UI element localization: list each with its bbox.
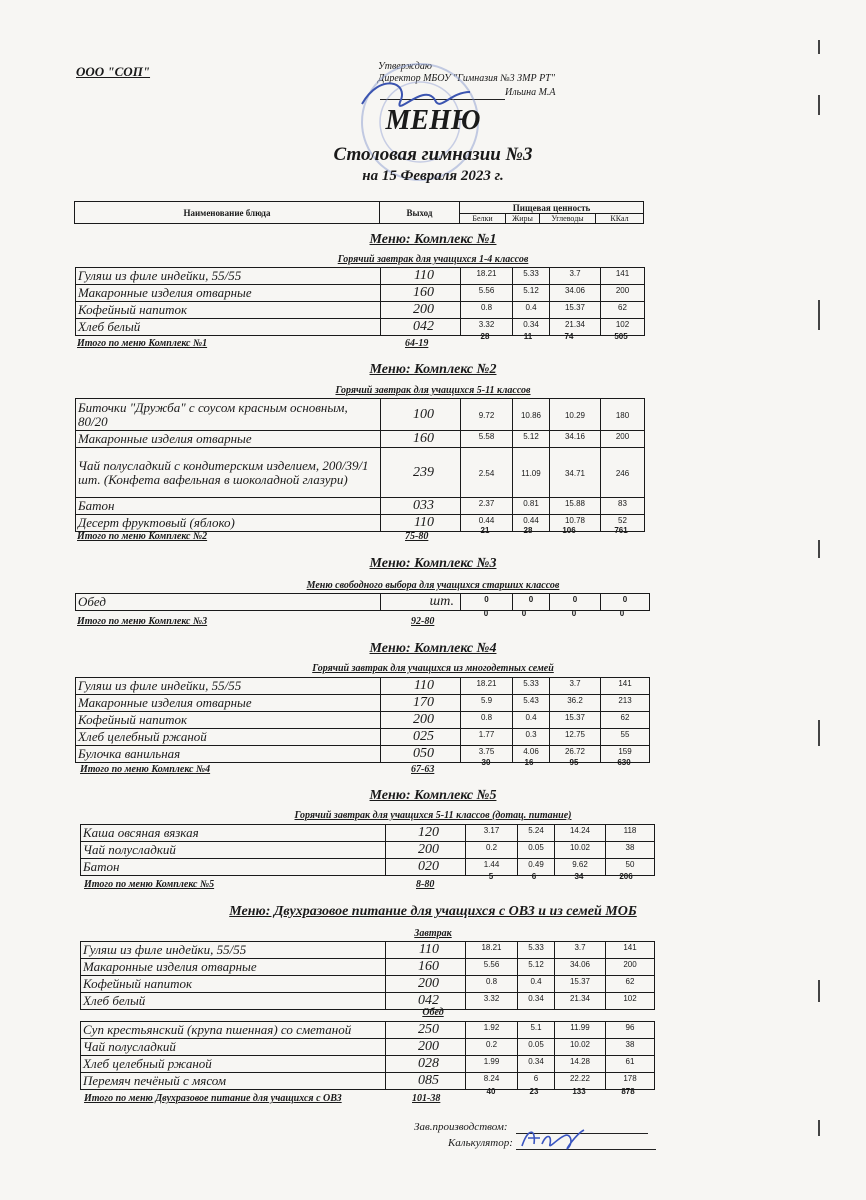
- approval-line1: Утверждаю: [378, 61, 432, 72]
- approval-line2: Директор МБОУ "Гимназия №3 ЗМР РТ": [378, 73, 555, 84]
- total-price: 92-80: [411, 616, 435, 627]
- header-protein: Белки: [460, 214, 506, 224]
- menu-table: [75, 677, 650, 763]
- dish-yield: 200: [386, 842, 466, 859]
- dish-carbs: 14.28: [555, 1056, 606, 1073]
- dish-name: Макаронные изделия отварные: [76, 285, 381, 302]
- total-label: Итого по меню Комплекс №1: [77, 338, 208, 349]
- table-row: [76, 695, 650, 712]
- total-price: 8-80: [416, 879, 435, 890]
- table-row: [81, 1022, 655, 1039]
- dish-name: Суп крестьянский (крупа пшенная) со сметаной: [81, 1022, 386, 1039]
- total-protein: 40: [486, 1087, 496, 1096]
- dish-carbs: 26.72: [550, 746, 601, 763]
- menu-date: на 15 Февраля 2023 г.: [362, 168, 504, 184]
- dish-protein: 0.44: [461, 515, 513, 532]
- dish-yield: 110: [381, 678, 461, 695]
- table-row: [76, 712, 650, 729]
- table-row: [81, 1056, 655, 1073]
- dish-kcal: 62: [601, 712, 650, 729]
- dish-fat: 5.33: [513, 268, 550, 285]
- dish-name: Макаронные изделия отварные: [76, 431, 381, 448]
- dish-yield: 120: [386, 825, 466, 842]
- dish-kcal: 200: [601, 285, 645, 302]
- dish-name: Батон: [81, 859, 386, 876]
- dish-fat: 0.34: [518, 993, 555, 1010]
- table-row: [81, 976, 655, 993]
- total-fat: 11: [523, 332, 533, 341]
- section-title: Меню: Комплекс №5: [369, 788, 497, 803]
- dish-name: Кофейный напиток: [76, 302, 381, 319]
- production-manager-label: Зав.производством:: [414, 1121, 508, 1133]
- dish-protein: 0.8: [466, 976, 518, 993]
- approval-name: Ильина М.А: [505, 87, 556, 98]
- total-fat: 0: [521, 609, 527, 618]
- dish-yield: 033: [381, 498, 461, 515]
- section-title: Меню: Комплекс №3: [369, 556, 497, 571]
- dish-fat: 4.06: [513, 746, 550, 763]
- section-subtitle: Горячий завтрак для учащихся 5-11 классов (дотац. питание): [294, 810, 572, 821]
- dish-carbs: 3.7: [550, 268, 601, 285]
- dish-fat: 0.81: [513, 498, 550, 515]
- dish-protein: 5.9: [461, 695, 513, 712]
- dish-name: Гуляш из филе индейки, 55/55: [76, 268, 381, 285]
- total-kcal: 630: [617, 758, 631, 767]
- total-fat: 28: [523, 526, 533, 535]
- seal-stamp: [340, 62, 500, 212]
- total-label: Итого по меню Комплекс №2: [77, 531, 208, 542]
- dish-name: Батон: [76, 498, 381, 515]
- dish-carbs: 10.02: [555, 1039, 606, 1056]
- dish-protein: 0.8: [461, 302, 513, 319]
- header-name: Наименование блюда: [75, 202, 380, 224]
- dish-kcal: 141: [606, 942, 655, 959]
- dish-protein: 1.92: [466, 1022, 518, 1039]
- dish-kcal: 83: [601, 498, 645, 515]
- dish-carbs: 10.29: [550, 399, 601, 431]
- dish-fat: 0.34: [513, 319, 550, 336]
- table-row: [76, 498, 645, 515]
- dish-fat: 5.12: [513, 285, 550, 302]
- dish-kcal: 52: [601, 515, 645, 532]
- company-name: ООО "СОП": [76, 64, 151, 79]
- dish-kcal: 141: [601, 678, 650, 695]
- dish-fat: 5.12: [518, 959, 555, 976]
- header-fat: Жиры: [506, 214, 540, 224]
- dish-name: Хлеб целебный ржаной: [76, 729, 381, 746]
- section-title: Меню: Комплекс №1: [369, 232, 497, 247]
- dish-yield: 160: [381, 285, 461, 302]
- total-label: Итого по меню Комплекс №4: [80, 764, 211, 775]
- dish-protein: 0.2: [466, 842, 518, 859]
- total-price: 101-38: [412, 1093, 441, 1104]
- dish-carbs: 3.7: [550, 678, 601, 695]
- dish-yield: 239: [381, 448, 461, 498]
- menu-table: [80, 824, 655, 876]
- dish-protein: 2.37: [461, 498, 513, 515]
- dish-carbs: 12.75: [550, 729, 601, 746]
- dish-kcal: 200: [601, 431, 645, 448]
- dish-protein: 8.24: [466, 1073, 518, 1090]
- dish-yield: 085: [386, 1073, 466, 1090]
- header-yield: Выход: [380, 202, 460, 224]
- dish-yield: 110: [381, 268, 461, 285]
- dish-fat: 5.12: [513, 431, 550, 448]
- total-protein: 30: [481, 758, 491, 767]
- dish-yield: 110: [386, 942, 466, 959]
- dish-fat: 10.86: [513, 399, 550, 431]
- dish-kcal: 102: [606, 993, 655, 1010]
- dish-carbs: 34.71: [550, 448, 601, 498]
- dish-yield: 200: [381, 712, 461, 729]
- dish-fat: 6: [518, 1073, 555, 1090]
- dish-kcal: 200: [606, 959, 655, 976]
- menu-table: [75, 267, 645, 336]
- dish-protein: 3.32: [461, 319, 513, 336]
- table-row: [76, 729, 650, 746]
- dish-kcal: 141: [601, 268, 645, 285]
- dish-kcal: 0: [601, 594, 650, 611]
- total-protein: 5: [488, 872, 494, 881]
- page-title: МЕНЮ: [385, 105, 481, 136]
- table-row: [76, 268, 645, 285]
- total-price: 75-80: [405, 531, 429, 542]
- total-label: Итого по меню Комплекс №3: [77, 616, 208, 627]
- dish-kcal: 118: [606, 825, 655, 842]
- dish-protein: 3.17: [466, 825, 518, 842]
- dish-name: Чай полусладкий с кондитерским изделием, 200/39/1 шт. (Конфета вафельная в шоколадной глазури): [76, 448, 381, 498]
- dish-protein: 1.99: [466, 1056, 518, 1073]
- dish-fat: 11.09: [513, 448, 550, 498]
- dish-name: Десерт фруктовый (яблоко): [76, 515, 381, 532]
- dish-name: Булочка ванильная: [76, 746, 381, 763]
- section-subtitle: Горячий завтрак для учащихся 5-11 классов: [335, 385, 531, 396]
- dish-fat: 0.4: [513, 712, 550, 729]
- total-price: 67-63: [411, 764, 435, 775]
- table-row: [76, 302, 645, 319]
- section-subtitle: Горячий завтрак для учащихся из многодетных семей: [312, 663, 554, 674]
- total-protein: 21: [480, 526, 490, 535]
- dish-carbs: 15.37: [555, 976, 606, 993]
- total-kcal: 206: [619, 872, 633, 881]
- dish-name: Макаронные изделия отварные: [81, 959, 386, 976]
- dish-fat: 5.1: [518, 1022, 555, 1039]
- dish-fat: 5.33: [513, 678, 550, 695]
- dish-carbs: 21.34: [555, 993, 606, 1010]
- dish-kcal: 61: [606, 1056, 655, 1073]
- calculator-signature: [518, 1124, 588, 1152]
- dish-fat: 0.3: [513, 729, 550, 746]
- dish-kcal: 62: [606, 976, 655, 993]
- dish-fat: 5.33: [518, 942, 555, 959]
- total-protein: 0: [483, 609, 489, 618]
- dish-protein: 0.2: [466, 1039, 518, 1056]
- dish-protein: 1.44: [466, 859, 518, 876]
- total-fat: 6: [531, 872, 537, 881]
- total-carbs: 74: [564, 332, 574, 341]
- total-carbs: 133: [572, 1087, 586, 1096]
- dish-fat: 0.44: [513, 515, 550, 532]
- dish-yield: 025: [381, 729, 461, 746]
- dish-name: Биточки "Дружба" с соусом красным основным, 80/20: [76, 399, 381, 431]
- dish-fat: 0.49: [518, 859, 555, 876]
- dish-fat: 5.24: [518, 825, 555, 842]
- dish-fat: 0.05: [518, 1039, 555, 1056]
- dish-protein: 0: [461, 594, 513, 611]
- section-subtitle: Завтрак: [414, 928, 452, 939]
- dish-protein: 2.54: [461, 448, 513, 498]
- dish-name: Хлеб белый: [81, 993, 386, 1010]
- dish-name: Чай полусладкий: [81, 1039, 386, 1056]
- table-row: [76, 285, 645, 302]
- dish-protein: 18.21: [466, 942, 518, 959]
- dish-carbs: 36.2: [550, 695, 601, 712]
- dish-yield: 042: [381, 319, 461, 336]
- table-row: [81, 959, 655, 976]
- header-nutrition: Пищевая ценность: [460, 202, 644, 214]
- dish-yield: 050: [381, 746, 461, 763]
- dish-protein: 0.8: [461, 712, 513, 729]
- column-header-table: [74, 201, 644, 224]
- dish-fat: 0.4: [513, 302, 550, 319]
- section-title: Меню: Двухразовое питание для учащихся с ОВЗ и из семей МОБ: [229, 904, 637, 919]
- dish-name: Макаронные изделия отварные: [76, 695, 381, 712]
- total-carbs: 95: [569, 758, 579, 767]
- dish-yield: 020: [386, 859, 466, 876]
- table-row: [81, 1039, 655, 1056]
- dish-yield: шт.: [381, 594, 461, 611]
- table-row: [81, 842, 655, 859]
- dish-carbs: 14.24: [555, 825, 606, 842]
- dish-carbs: 9.62: [555, 859, 606, 876]
- dish-kcal: 213: [601, 695, 650, 712]
- dish-carbs: 15.88: [550, 498, 601, 515]
- dish-name: Кофейный напиток: [76, 712, 381, 729]
- menu-table: [80, 941, 655, 1010]
- dish-name: Хлеб целебный ржаной: [81, 1056, 386, 1073]
- dish-carbs: 10.02: [555, 842, 606, 859]
- page-subtitle: Столовая гимназии №3: [333, 144, 533, 165]
- dish-kcal: 38: [606, 842, 655, 859]
- table-row: [76, 448, 645, 498]
- total-kcal: 761: [614, 526, 628, 535]
- dish-yield: 160: [381, 431, 461, 448]
- dish-name: Гуляш из филе индейки, 55/55: [76, 678, 381, 695]
- section-subtitle: Меню свободного выбора для учащихся старших классов: [306, 580, 560, 591]
- section-title: Меню: Комплекс №4: [369, 641, 497, 656]
- header-carbs: Углеводы: [540, 214, 596, 224]
- section-title: Меню: Комплекс №2: [369, 362, 497, 377]
- total-carbs: 106: [562, 526, 576, 535]
- dish-carbs: 15.37: [550, 712, 601, 729]
- dish-carbs: 11.99: [555, 1022, 606, 1039]
- dish-protein: 5.58: [461, 431, 513, 448]
- total-kcal: 0: [619, 609, 625, 618]
- dish-yield: 200: [381, 302, 461, 319]
- director-signature: [362, 83, 470, 105]
- dish-kcal: 55: [601, 729, 650, 746]
- dish-carbs: 3.7: [555, 942, 606, 959]
- menu-table: [80, 1021, 655, 1090]
- dish-kcal: 178: [606, 1073, 655, 1090]
- dish-protein: 3.75: [461, 746, 513, 763]
- dish-yield: 110: [381, 515, 461, 532]
- dish-fat: 0: [513, 594, 550, 611]
- total-carbs: 34: [574, 872, 584, 881]
- dish-kcal: 246: [601, 448, 645, 498]
- total-protein: 28: [480, 332, 490, 341]
- dish-name: Перемяч печёный с мясом: [81, 1073, 386, 1090]
- dish-yield: 200: [386, 976, 466, 993]
- dish-fat: 0.4: [518, 976, 555, 993]
- dish-yield: 028: [386, 1056, 466, 1073]
- table-row: [76, 594, 650, 611]
- dish-carbs: 34.16: [550, 431, 601, 448]
- dish-carbs: 34.06: [550, 285, 601, 302]
- dish-protein: 1.77: [461, 729, 513, 746]
- dish-yield: 200: [386, 1039, 466, 1056]
- table-row: [81, 942, 655, 959]
- dish-protein: 9.72: [461, 399, 513, 431]
- dish-carbs: 21.34: [550, 319, 601, 336]
- section-subtitle: Горячий завтрак для учащихся 1-4 классов: [337, 254, 529, 265]
- dish-yield: 170: [381, 695, 461, 712]
- table-row: [76, 431, 645, 448]
- dish-yield: 160: [386, 959, 466, 976]
- total-kcal: 505: [614, 332, 628, 341]
- header-kcal: ККал: [596, 214, 644, 224]
- calculator-label: Калькулятор:: [448, 1137, 513, 1149]
- dish-kcal: 159: [601, 746, 650, 763]
- table-row: [81, 825, 655, 842]
- section-subtitle-2: Обед: [422, 1007, 444, 1018]
- table-row: [76, 399, 645, 431]
- total-fat: 23: [529, 1087, 539, 1096]
- total-carbs: 0: [571, 609, 577, 618]
- dish-kcal: 62: [601, 302, 645, 319]
- dish-carbs: 0: [550, 594, 601, 611]
- dish-name: Хлеб белый: [76, 319, 381, 336]
- dish-kcal: 50: [606, 859, 655, 876]
- menu-table: [75, 398, 645, 532]
- dish-name: Гуляш из филе индейки, 55/55: [81, 942, 386, 959]
- dish-protein: 5.56: [461, 285, 513, 302]
- dish-protein: 18.21: [461, 678, 513, 695]
- dish-yield: 250: [386, 1022, 466, 1039]
- dish-kcal: 180: [601, 399, 645, 431]
- dish-name: Чай полусладкий: [81, 842, 386, 859]
- dish-protein: 18.21: [461, 268, 513, 285]
- dish-name: Каша овсяная вязкая: [81, 825, 386, 842]
- dish-kcal: 102: [601, 319, 645, 336]
- dish-fat: 0.05: [518, 842, 555, 859]
- dish-carbs: 34.06: [555, 959, 606, 976]
- dish-fat: 0.34: [518, 1056, 555, 1073]
- dish-name: Обед: [76, 594, 381, 611]
- dish-carbs: 15.37: [550, 302, 601, 319]
- total-label: Итого по меню Комплекс №5: [84, 879, 215, 890]
- dish-protein: 5.56: [466, 959, 518, 976]
- dish-carbs: 22.22: [555, 1073, 606, 1090]
- dish-yield: 100: [381, 399, 461, 431]
- dish-kcal: 38: [606, 1039, 655, 1056]
- total-price: 64-19: [405, 338, 429, 349]
- dish-fat: 5.43: [513, 695, 550, 712]
- table-row: [76, 678, 650, 695]
- dish-protein: 3.32: [466, 993, 518, 1010]
- total-label: Итого по меню Двухразовое питание для учащихся с ОВЗ: [84, 1093, 342, 1104]
- dish-yield: 042: [386, 993, 466, 1010]
- total-fat: 16: [524, 758, 534, 767]
- dish-name: Кофейный напиток: [81, 976, 386, 993]
- dish-kcal: 96: [606, 1022, 655, 1039]
- dish-carbs: 10.78: [550, 515, 601, 532]
- total-kcal: 878: [621, 1087, 635, 1096]
